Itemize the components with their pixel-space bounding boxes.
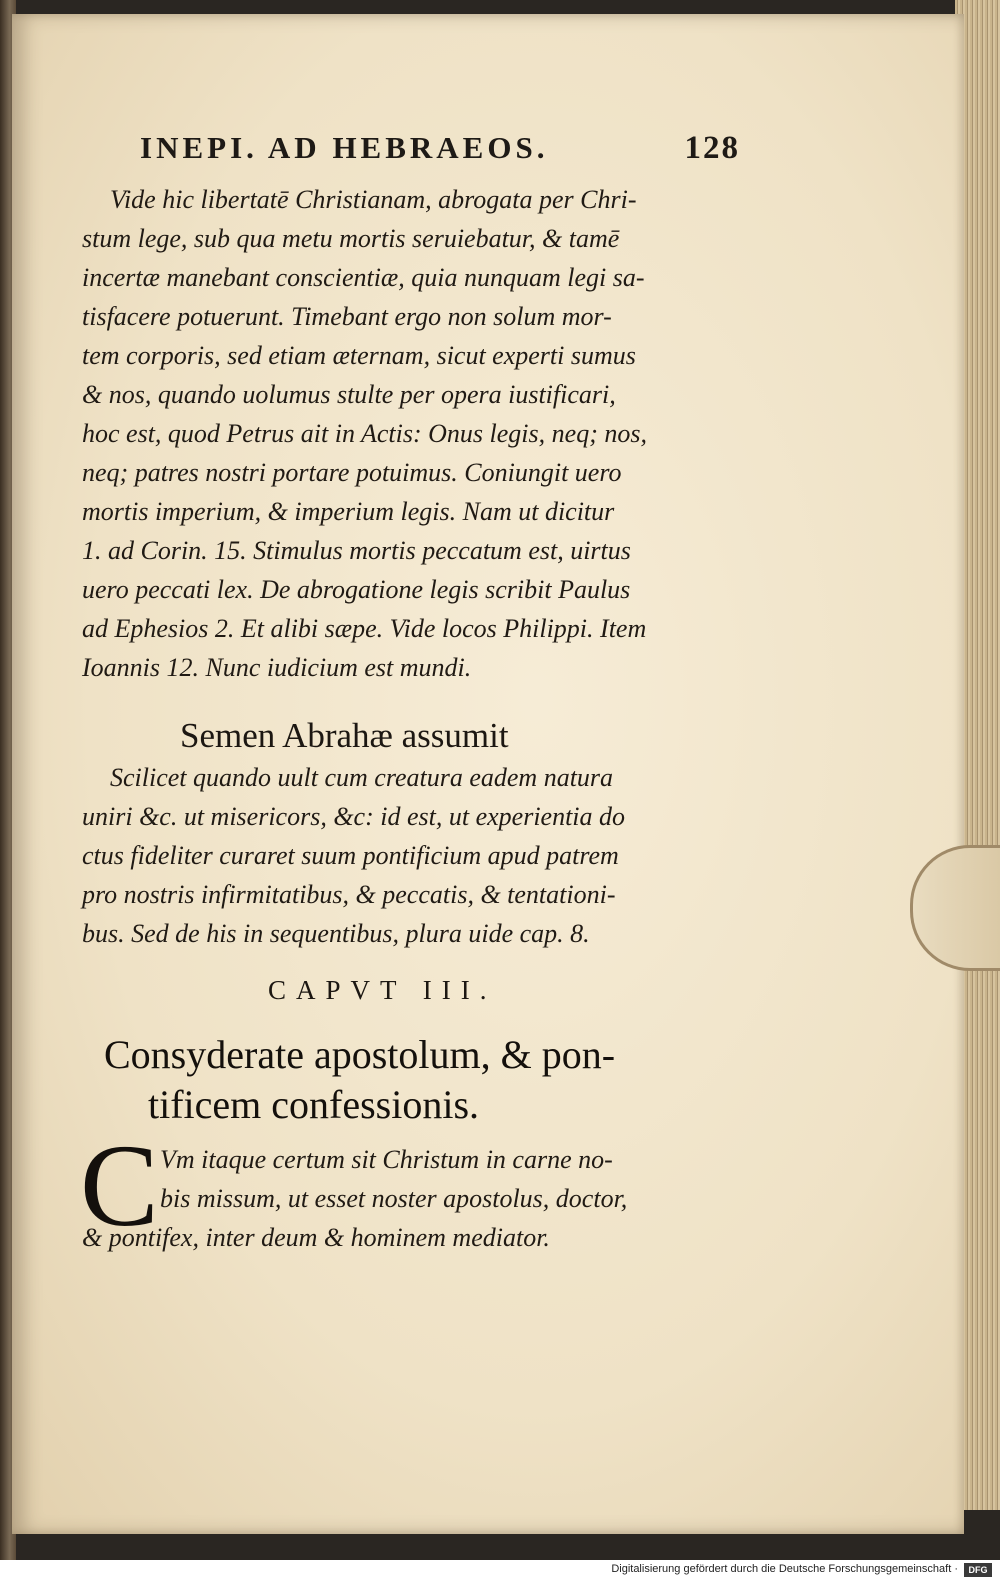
heading-line: Consyderate apostolum, & pon- [104, 1032, 616, 1077]
text-line: ctus fideliter curaret suum pontificium apud patrem [82, 841, 619, 870]
footer-credit: Digitalisierung gefördert durch die Deutsche Forschungsgemeinschaft · [611, 1563, 958, 1575]
text-line: bis missum, ut esset noster apostolus, doctor, [160, 1184, 628, 1213]
text-line: tem corporis, sed etiam æternam, sicut experti sumus [82, 341, 636, 370]
text-line: Scilicet quando uult cum creatura eadem natura [110, 763, 614, 792]
text-line: tisfacere potuerunt. Timebant ergo non solum mor- [82, 302, 612, 331]
text-line: 1. ad Corin. 15. Stimulus mortis peccatum est, uirtus [82, 536, 631, 565]
text-line: uero peccati lex. De abrogatione legis scribit Paulus [82, 575, 631, 604]
paragraph-3 [82, 1140, 732, 1257]
running-title: INEPI. AD HEBRAEOS. [140, 130, 549, 165]
running-head [140, 128, 740, 168]
page-number: 128 [684, 129, 740, 166]
paragraph-1 [82, 180, 732, 687]
paragraph-2 [82, 758, 732, 953]
text-line: pro nostris infirmitatibus, & peccatis, & tentationi- [82, 880, 616, 909]
text-line: stum lege, sub qua metu mortis seruiebatur, & tamē [82, 224, 620, 253]
text-line: bus. Sed de his in sequentibus, plura uide cap. 8. [82, 919, 590, 948]
heading-line: tificem confessionis. [148, 1082, 480, 1127]
text-line: ad Ephesios 2. Et alibi sæpe. Vide locos Philippi. Item [82, 614, 647, 643]
text-line: Ioannis 12. Nunc iudicium est mundi. [82, 653, 472, 682]
text-line: hoc est, quod Petrus ait in Actis: Onus legis, neq; nos, [82, 419, 647, 448]
section-heading-semen: Semen Abrahæ assumit [180, 716, 509, 755]
text-line: mortis imperium, & imperium legis. Nam ut dicitur [82, 497, 615, 526]
text-line: neq; patres nostri portare potuimus. Coniungit uero [82, 458, 622, 487]
text-line: & pontifex, inter deum & hominem mediator. [82, 1223, 550, 1252]
text-line: & nos, quando uolumus stulte per opera iustificari, [82, 380, 616, 409]
text-line: incertæ manebant conscientiæ, quia nunquam legi sa- [82, 263, 645, 292]
dfg-logo: DFG [964, 1563, 992, 1577]
text-line: uniri &c. ut misericors, &c: id est, ut experientia do [82, 802, 626, 831]
section-heading-consyderate [104, 1030, 724, 1130]
chapter-heading: CAPVT III. [268, 975, 497, 1005]
text-line: Vide hic libertatē Christianam, abrogata per Chri- [110, 185, 637, 214]
drop-cap: C [80, 1120, 159, 1251]
text-line: Vm itaque certum sit Christum in carne no- [160, 1145, 613, 1174]
